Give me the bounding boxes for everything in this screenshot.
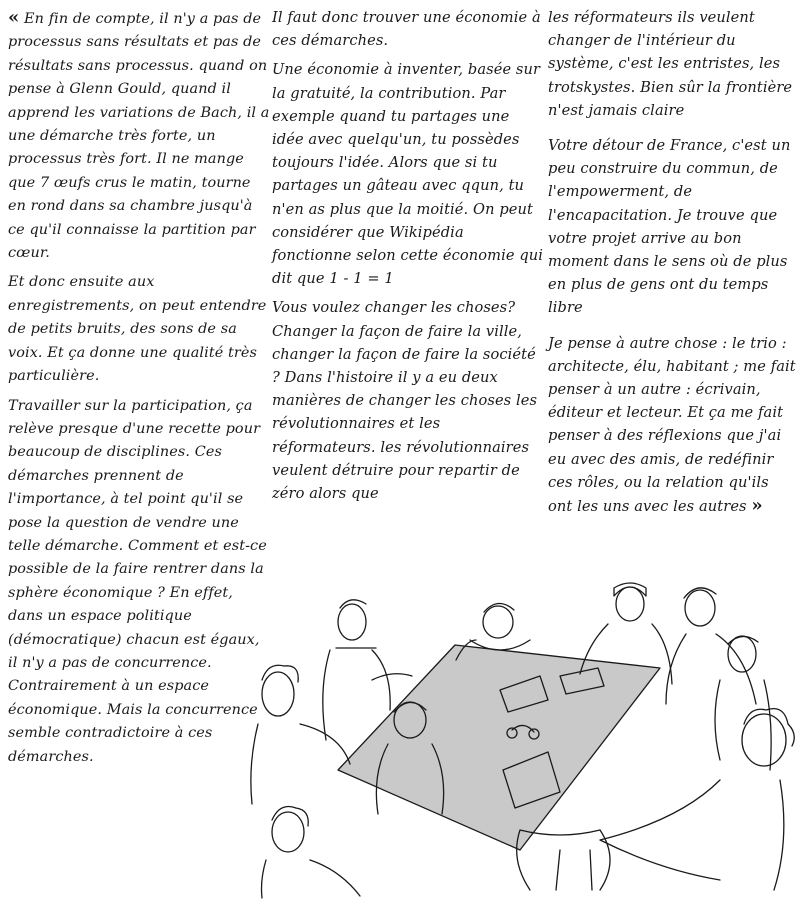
paragraph-text: Travailler sur la participation, ça relève presque d'une recette pour beaucoup de disciplines. Ces démarches prennent de l'importance, à tel point qu'il se pose la question de vendre une telle démarche. Comment et est-ce possible de la faire rentrer dans la sphère économique ? En effet, dans un espace politique (démocratique) chacun est égaux, il n'y a pas de concurrence. Contrairement à un espace économique. Mais la concurrence semble contradictoire à ces démarches. [8, 397, 267, 765]
laptop-icon [500, 676, 548, 712]
paragraph-text: Et donc ensuite aux enregistrements, on peut entendre de petits bruits, des sons de sa voix. Et ça donne une qualité très particulière. [8, 274, 267, 385]
meeting-table [338, 645, 660, 850]
person-figure [666, 588, 756, 704]
paragraph-text: Une économie à inventer, basée sur la gratuité, la contribution. Par exemple quand tu partages une idée avec quelqu'un, tu possèdes toujours l'idée. Alors que si tu partages un gâteau avec qqun, tu n'en as plus que la moitié. On peut considérer que Wikipédia fonctionne selon cette économie qui dit que 1 - 1 = 1 [272, 61, 544, 288]
opening-quote-mark: « [8, 7, 20, 28]
paragraph [548, 332, 796, 519]
headphones-icon [512, 725, 534, 732]
paragraph-text: Il faut donc trouver une économie à ces démarches. [272, 9, 541, 50]
person-figure [715, 636, 771, 770]
text-column-right [548, 6, 796, 530]
person-figure [376, 702, 443, 814]
paragraph-text: Vous voulez changer les choses? Changer la façon de faire la ville, changer la façon de faire la société ? Dans l'histoire il y a eu deux manières de changer les choses les révolutionnaires et les réformateurs. les révolutionnaires veulent détruire pour repartir de zéro alors que [272, 299, 538, 503]
paragraph-text: Votre détour de France, c'est un peu construire du commun, de l'empowerment, de l'encapacitation. Je trouve que votre projet arrive au bon moment dans le sens où de plus en plus de gens ont du temps libre [548, 137, 791, 317]
laptop-icon [503, 752, 560, 808]
person-figure [600, 709, 794, 890]
person-figure [323, 600, 412, 740]
paragraph-text: Je pense à autre chose : le trio : architecte, élu, habitant ; me fait penser à un autre : écrivain, éditeur et lecteur. Et ça me fait penser à des réflexions que j'ai eu avec des amis, de redéfinir ces rôles, ou la relation qu'ils ont les uns avec les autres [548, 334, 796, 516]
paragraph-text: les réformateurs ils veulent changer de l'intérieur du système, c'est les entristes, les trotskystes. Bien sûr la frontière n'est jamais claire [548, 9, 793, 119]
text-column-middle [272, 6, 544, 511]
person-figure [456, 603, 530, 660]
person-figure [580, 583, 672, 684]
paragraph-text: En fin de compte, il n'y a pas de processus sans résultats et pas de résultats sans processus. quand on pense à Glenn Gould, quand il apprend les variations de Bach, il a une démarche très forte, un processus très fort. Il ne mange que 7 œufs crus le matin, tourne en rond dans sa chambre jusqu'à ce qu'il connaisse la partition par cœur. [8, 11, 270, 262]
closing-quote-mark: » [751, 495, 763, 517]
person-figure [517, 830, 610, 890]
text-column-left [8, 6, 270, 775]
paragraph [8, 6, 270, 265]
paper-sheet [560, 668, 604, 694]
chair [556, 850, 592, 890]
person-figure [262, 807, 361, 899]
